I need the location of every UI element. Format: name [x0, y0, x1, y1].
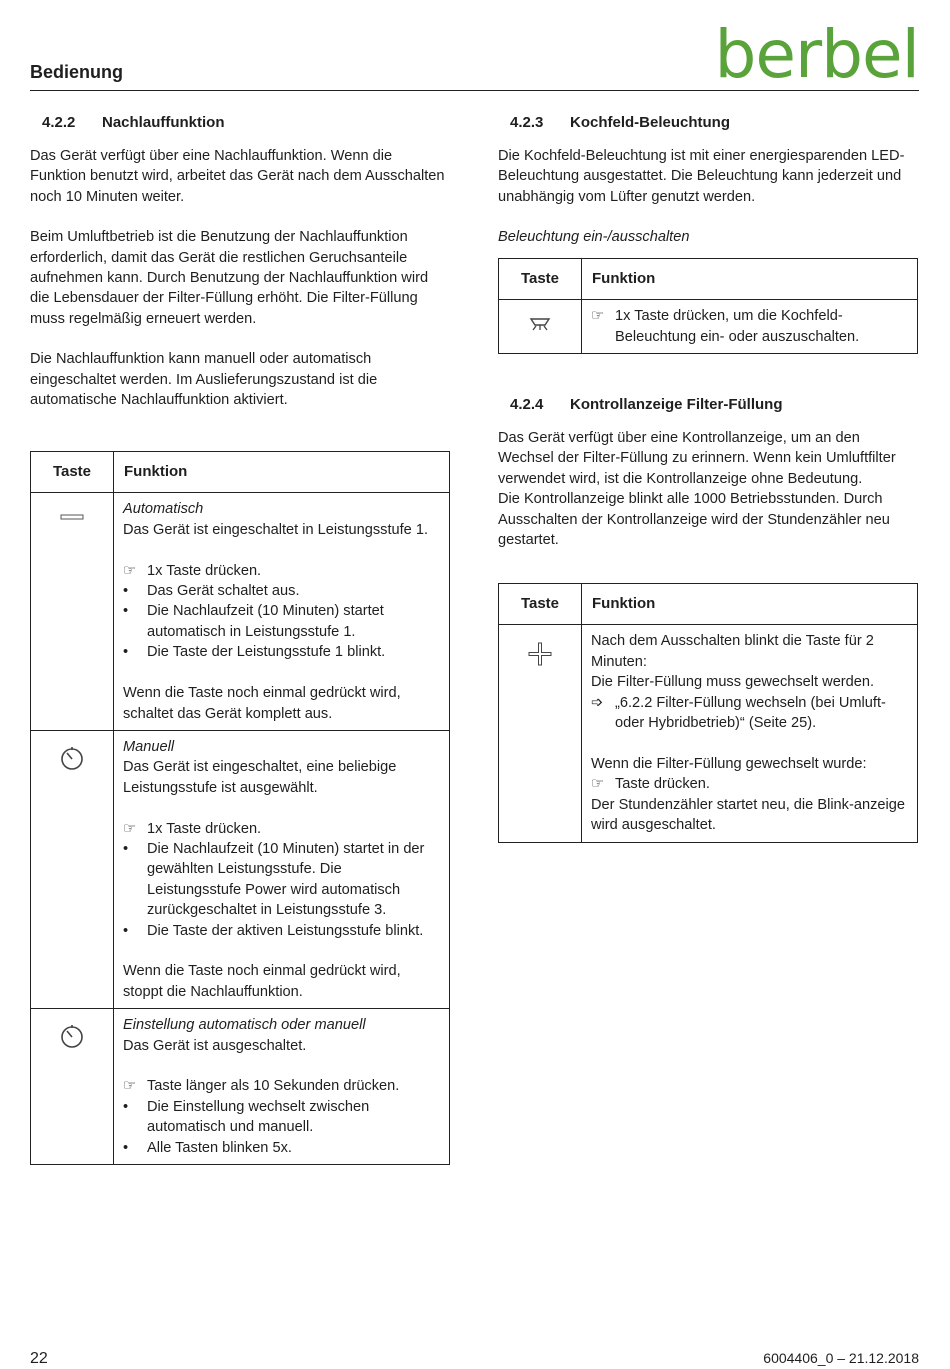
cross-reference: ➩ „6.2.2 Filter-Füllung wechseln (bei Umluft- oder Hybridbetrieb)“ (Seite 25). — [591, 693, 907, 734]
paragraph: Die Nachlauffunktion kann manuell oder automatisch eingeschaltet werden. Im Auslieferungszustand ist die automatische Nachlauffunktion aktiviert. — [30, 351, 378, 409]
section-title-text: Kochfeld-Beleuchtung — [570, 113, 730, 131]
action-line: ☞ 1x Taste drücken. — [123, 561, 439, 581]
function-cell — [114, 493, 450, 730]
plus-key-icon — [527, 641, 553, 673]
table-header-funktion: Funktion — [582, 259, 918, 300]
table-header-taste: Taste — [499, 584, 582, 625]
function-cell — [582, 625, 918, 842]
table-row — [31, 493, 450, 730]
row-intro: Das Gerät ist ausgeschaltet. — [123, 1037, 307, 1054]
row-outro: Wenn die Taste noch einmal gedrückt wird, schaltet das Gerät komplett aus. — [123, 685, 401, 722]
table-row — [499, 300, 918, 354]
text-line: Nach dem Ausschalten blinkt die Taste für 2 Minuten: — [591, 633, 874, 670]
bullet-item: • Alle Tasten blinken 5x. — [123, 1139, 292, 1156]
timer-key-icon — [59, 745, 85, 777]
key-cell — [31, 730, 114, 1008]
subtitle: Beleuchtung ein-/ausschalten — [498, 229, 690, 246]
nachlauf-table — [30, 451, 450, 1165]
right-column — [498, 111, 918, 843]
action-line: ☞ 1x Taste drücken, um die Kochfeld-Beleuchtung ein- oder auszuschalten. — [591, 306, 907, 347]
hand-icon: ☞ — [123, 562, 137, 579]
text-line: Der Stundenzähler startet neu, die Blink-anzeige wird ausgeschaltet. — [591, 796, 905, 834]
page-header-title: Bedienung — [30, 62, 123, 82]
bullet-item: • Die Nachlaufzeit (10 Minuten) startet automatisch in Leistungsstufe 1. — [123, 603, 384, 640]
key-cell — [499, 300, 582, 354]
paragraph: Die Kontrollanzeige blinkt alle 1000 Betriebsstunden. Durch Ausschalten der Kontrollanzeige wird der Stundenzähler neu gestartet. — [498, 491, 890, 549]
paragraph: Die Kochfeld-Beleuchtung ist mit einer energiesparenden LED-Beleuchtung ausgestattet. Die Beleuchtung kann jederzeit und unabhängig vom Lüfter genutzt werden. — [498, 148, 905, 205]
filter-table — [498, 583, 918, 842]
row-outro: Wenn die Taste noch einmal gedrückt wird, stoppt die Nachlauffunktion. — [123, 963, 401, 1000]
table-header-taste: Taste — [31, 452, 114, 493]
section-title-filter — [498, 393, 918, 415]
table-row — [31, 1009, 450, 1165]
key-cell — [31, 493, 114, 730]
table-row — [31, 730, 450, 1008]
paragraph: Das Gerät verfügt über eine Kontrollanzeige, um an den Wechsel der Filter-Füllung zu erinnern. Wenn kein Umluftfilter verwendet wird, ist die Kontrollanzeige ohne Bedeutung. — [498, 430, 896, 487]
row-intro: Das Gerät ist eingeschaltet in Leistungsstufe 1. — [123, 521, 429, 538]
minus-key-icon — [60, 507, 84, 527]
light-table — [498, 258, 918, 354]
row-heading: Manuell — [123, 738, 175, 755]
function-cell — [114, 730, 450, 1008]
row-intro: Das Gerät ist eingeschaltet, eine beliebige Leistungsstufe ist ausgewählt. — [123, 759, 397, 796]
action-line: ☞ Taste drücken. — [591, 774, 907, 794]
hand-icon: ☞ — [123, 1078, 137, 1095]
section-title-nachlauf — [30, 111, 450, 133]
paragraph: Beim Umluftbetrieb ist die Benutzung der Nachlauffunktion erforderlich, damit das Gerät die restlichen Geruchsanteile aufnehmen kann. Durch Benutzung der Nachlauffunktion wird die Lebensdauer der Filter-Füllung erhöht. Die Filter-Füllung muss regelmäßig erneuert werden. — [30, 229, 429, 327]
key-cell — [31, 1009, 114, 1165]
section-title-text: Kontrollanzeige Filter-Füllung — [570, 395, 783, 413]
table-row — [499, 625, 918, 842]
document-code: 6004406_0 – 21.12.2018 — [763, 1350, 919, 1366]
bullet-item: • Das Gerät schaltet aus. — [123, 583, 300, 600]
row-heading: Einstellung automatisch oder manuell — [123, 1017, 366, 1034]
bullet-item: • Die Nachlaufzeit (10 Minuten) startet in der gewählten Leistungsstufe. Die Leistungsstufe Power wird automatisch zurückgeschaltet in Leistungsstufe 3. — [123, 840, 425, 919]
section-title-beleuchtung — [498, 111, 918, 133]
hand-icon: ☞ — [123, 820, 137, 837]
timer-key-icon — [59, 1023, 85, 1055]
berbel-logo: berbel — [714, 16, 919, 93]
text-line: Wenn die Filter-Füllung gewechselt wurde: — [591, 755, 867, 772]
function-cell — [582, 300, 918, 354]
hand-icon: ☞ — [591, 776, 605, 793]
section-number: 4.2.4 — [510, 395, 544, 413]
paragraph: Das Gerät verfügt über eine Nachlauffunktion. Wenn die Funktion benutzt wird, arbeitet das Gerät nach dem Ausschalten noch 10 Minuten weiter. — [30, 148, 445, 205]
table-header-taste: Taste — [499, 259, 582, 300]
lamp-key-icon — [528, 316, 552, 338]
row-heading: Automatisch — [123, 501, 204, 518]
table-header-funktion: Funktion — [582, 584, 918, 625]
page-number: 22 — [30, 1350, 48, 1367]
section-title-text: Nachlauffunktion — [102, 113, 225, 131]
header-rule — [30, 90, 919, 91]
hand-icon: ☞ — [591, 308, 605, 325]
text-line: Die Filter-Füllung muss gewechselt werden. — [591, 674, 875, 691]
section-number: 4.2.2 — [42, 113, 76, 131]
section-number: 4.2.3 — [510, 113, 544, 131]
action-line: ☞ 1x Taste drücken. — [123, 819, 439, 839]
arrow-right-icon: ➩ — [591, 694, 604, 711]
bullet-item: • Die Taste der aktiven Leistungsstufe blinkt. — [123, 922, 424, 939]
function-cell — [114, 1009, 450, 1165]
table-header-funktion: Funktion — [114, 452, 450, 493]
left-column — [30, 111, 450, 1165]
bullet-item: • Die Einstellung wechselt zwischen automatisch und manuell. — [123, 1098, 370, 1136]
action-line: ☞ Taste länger als 10 Sekunden drücken. — [123, 1076, 439, 1096]
bullet-item: • Die Taste der Leistungsstufe 1 blinkt. — [123, 644, 386, 661]
key-cell — [499, 625, 582, 842]
